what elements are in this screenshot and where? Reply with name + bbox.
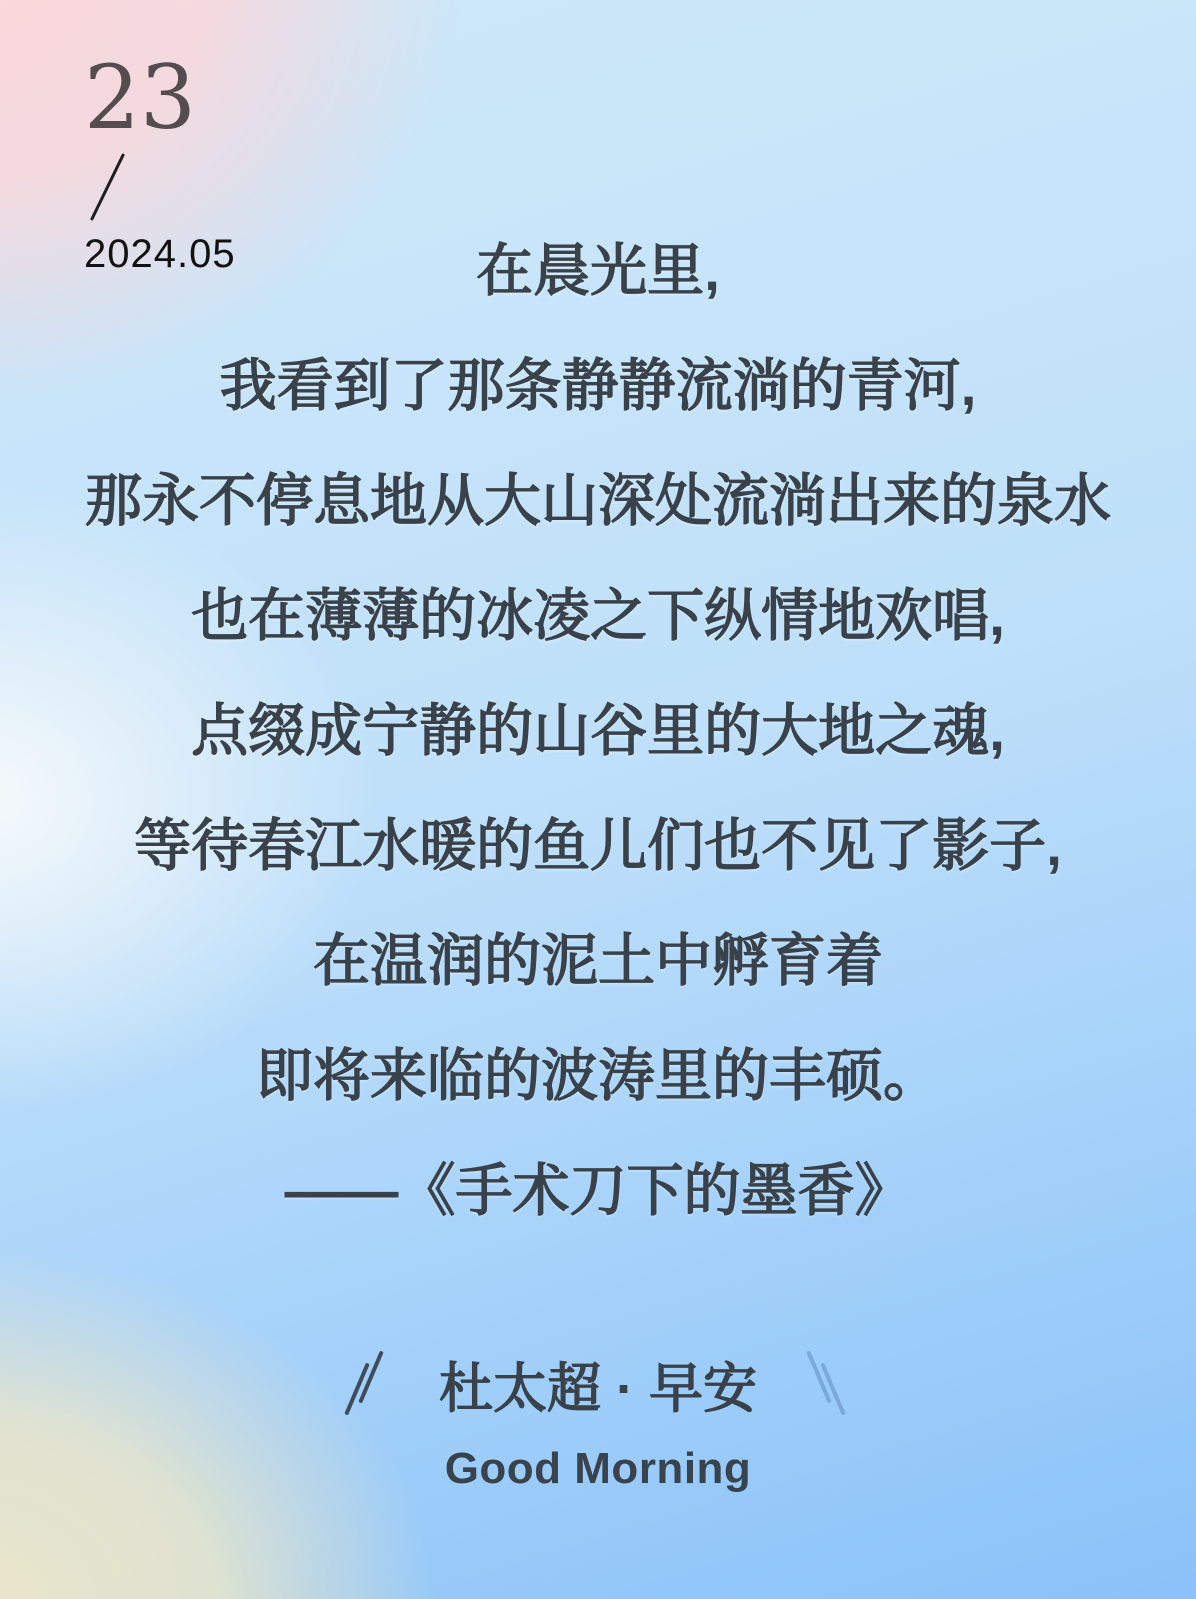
date-month: 2024.05 (84, 232, 236, 277)
signature-row (0, 1328, 1196, 1440)
poem (0, 208, 1196, 1243)
poem-line-8: 即将来临的波涛里的丰硕。 (256, 1043, 940, 1108)
poem-line-3: 那永不停息地从大山深处流淌出来的泉水 (85, 468, 1111, 533)
poem-attribution: ——《手术刀下的墨香》 (284, 1158, 912, 1223)
good-morning-subtitle: Good Morning (444, 1444, 752, 1493)
poem-line-1: 在晨光里, (476, 238, 720, 303)
footer (0, 1328, 1196, 1494)
poem-line-5: 点缀成宁静的山谷里的大地之魂, (191, 698, 1005, 763)
signature: 杜太超 · 早安 (439, 1358, 757, 1419)
poem-line-7: 在温润的泥土中孵育着 (313, 928, 883, 993)
double-backslash-right-icon (803, 1345, 851, 1423)
double-slash-left-icon (345, 1345, 393, 1423)
poem-line-4: 也在薄薄的冰凌之下纵情地欢唱, (191, 583, 1005, 648)
poem-line-6: 等待春江水暖的鱼儿们也不见了影子, (134, 813, 1062, 878)
poem-line-2: 我看到了那条静静流淌的青河, (219, 353, 977, 418)
date-day: 23 (84, 46, 196, 149)
